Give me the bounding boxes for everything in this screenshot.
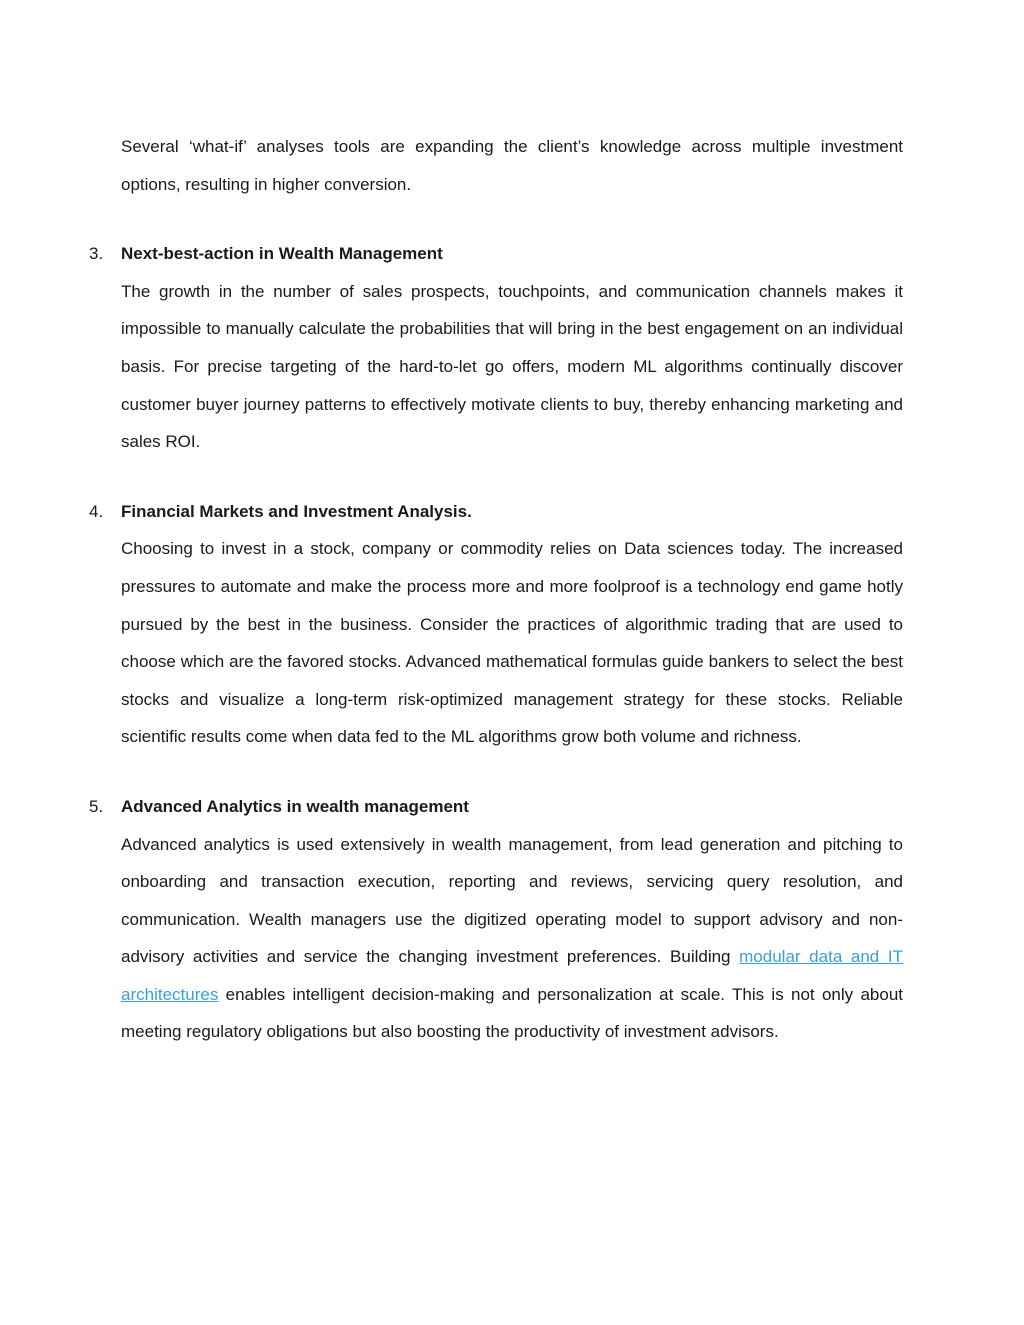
paragraph-text-before-link: Advanced analytics is used extensively in wealth management, from lead generation and pitching to onboarding and transaction execution, reporting and reviews, servicing query resolution, and communication. Wealth managers use the digitized operating model to support advisory and non-advisory activities and service the changing investment preferences. Building [121,834,903,967]
section-heading: Advanced Analytics in wealth management [121,796,469,816]
section-paragraph: The growth in the number of sales prospects, touchpoints, and communication channels makes it impossible to manually calculate the probabilities that will bring in the best engagement on an individual basis. For precise targeting of the hard-to-let go offers, modern ML algorithms continually discover customer buyer journey patterns to effectively motivate clients to buy, thereby enhancing marketing and sales ROI. [121,281,903,452]
document-content [89,128,903,1051]
section-number: 3. [89,244,104,264]
section-advanced-analytics [89,788,903,1051]
section-next-best-action [89,235,903,461]
paragraph-text-after-link: enables intelligent decision-making and personalization at scale. This is not only about meeting regulatory obligations but also boosting the productivity of investment advisors. [121,984,903,1042]
intro-paragraph: Several ‘what-if’ analyses tools are expanding the client’s knowledge across multiple investment options, resulting in higher conversion. [121,137,903,194]
section-paragraph [121,826,903,1052]
section-heading: Next-best-action in Wealth Management [121,244,443,264]
section-paragraph: Choosing to invest in a stock, company or commodity relies on Data sciences today. The increased pressures to automate and make the process more and more foolproof is a technology end game hotly pursued by the best in the business. Consider the practices of algorithmic trading that are used to choose which are the favored stocks. Advanced mathematical formulas guide bankers to select the best stocks and visualize a long-term risk-optimized management strategy for these stocks. Reliable scientific results come when data fed to the ML algorithms grow both volume and richness. [121,539,903,747]
modular-architectures-link[interactable]: modular data and IT architectures [121,947,903,1004]
section-number: 4. [89,501,104,521]
section-number: 5. [89,796,104,816]
section-heading: Financial Markets and Investment Analysis. [121,501,472,521]
section-financial-markets [89,493,903,756]
